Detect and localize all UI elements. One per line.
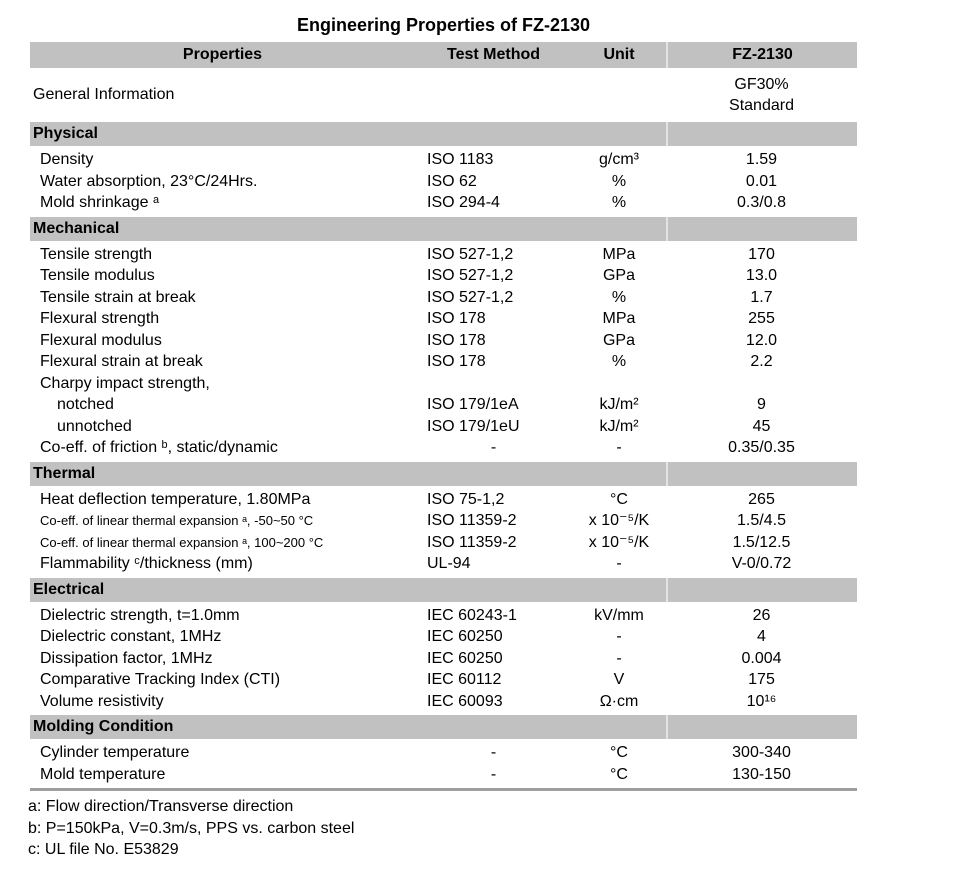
cell-property: Co-eff. of linear thermal expansion ᵃ, -50~50 °C [40,513,314,528]
section-header-bar [30,462,857,486]
section-rows [30,241,857,462]
table-header-row [30,42,857,68]
cell-value: 175 [748,671,775,688]
general-info-label: General Information [33,86,175,103]
section-title: Physical [33,125,98,142]
cell-test-method: - [490,439,497,456]
table-row [30,764,857,786]
table-row [30,437,857,459]
cell-test-method: IEC 60093 [427,692,503,710]
table-row [30,416,857,438]
cell-test-method: ISO 527-1,2 [427,245,514,263]
cell-property: Dielectric constant, 1MHz [40,628,222,645]
cell-unit: - [616,439,622,456]
section-title: Thermal [33,464,96,482]
table-row [30,691,857,713]
table-row [30,553,857,575]
cell-test-method: IEC 60243-1 [427,606,517,624]
section-title: Molding Condition [33,718,174,735]
cell-property: Flexural modulus [40,331,162,349]
table-sections [30,122,857,788]
cell-property: notched [57,396,114,413]
page-title: Engineering Properties of FZ-2130 [296,15,591,35]
cell-test-method: UL-94 [427,555,471,572]
header-test-method: Test Method [446,46,541,63]
cell-unit: °C [610,765,628,783]
cell-value: 2.2 [750,353,773,370]
header-grade: FZ-2130 [666,42,857,68]
grade-line-1: GF30% [734,76,789,93]
footnote-b: b: P=150kPa, V=0.3m/s, PPS vs. carbon steel [28,819,355,837]
header-properties: Properties [182,46,263,63]
cell-unit: x 10⁻⁵/K [588,533,650,551]
cell-property: Comparative Tracking Index (CTI) [40,671,281,688]
table-bottom-rule [30,788,857,791]
cell-test-method: ISO 1183 [427,151,494,168]
cell-value: 45 [752,417,771,435]
cell-test-method: ISO 178 [427,331,486,349]
header-unit: Unit [603,46,635,63]
cell-value: 0.3/0.8 [737,194,786,211]
cell-value [666,373,857,395]
cell-unit: Ω·cm [599,692,639,710]
cell-property: Water absorption, 23°C/24Hrs. [40,172,258,190]
cell-property: Flexural strength [40,310,160,327]
table-row [30,605,857,627]
table-row [30,287,857,309]
cell-value: 0.01 [745,172,778,190]
cell-test-method: - [490,744,497,761]
cell-property: Tensile strength [40,245,153,263]
cell-test-method: ISO 179/1eA [427,396,519,413]
table-row [30,171,857,193]
cell-unit: kJ/m² [599,396,639,413]
table-row [30,149,857,171]
table-row [30,308,857,330]
section-header-bar [30,122,857,146]
table-row [30,394,857,416]
table-row [30,510,857,532]
table-row [30,330,857,352]
cell-value: 1.7 [750,288,773,306]
cell-unit: % [611,288,627,306]
section-bar-tail [666,715,857,739]
section-rows [30,146,857,217]
cell-test-method: ISO 178 [427,353,486,370]
cell-value: 1.5/4.5 [737,512,786,529]
cell-value: 170 [748,245,775,263]
cell-property: Charpy impact strength, [40,374,210,392]
cell-value: 265 [748,490,775,508]
cell-test-method: ISO 179/1eU [427,417,520,435]
section-rows [30,602,857,716]
cell-test-method: ISO 527-1,2 [427,288,514,306]
table-row [30,351,857,373]
general-info-row [30,68,857,122]
cell-property: Dielectric strength, t=1.0mm [40,606,240,624]
table-row [30,192,857,214]
cell-property: Mold shrinkage ᵃ [40,194,159,211]
cell-unit: % [611,353,627,370]
cell-unit: kV/mm [594,606,644,624]
cell-value: 0.35/0.35 [728,439,795,456]
section-bar-tail [666,122,857,146]
cell-property: Co-eff. of friction ᵇ, static/dynamic [40,439,278,456]
cell-test-method: ISO 178 [427,310,486,327]
cell-property: unnotched [57,417,132,435]
table-row [30,373,857,395]
table-row [30,742,857,764]
general-info-grade [666,74,857,116]
cell-unit: - [616,555,622,572]
cell-property: Tensile modulus [40,267,155,284]
cell-value: 1.5/12.5 [732,533,791,551]
cell-property: Cylinder temperature [40,744,190,761]
cell-value: 255 [748,310,775,327]
cell-value: 0.004 [741,649,782,667]
section-rows [30,486,857,578]
cell-unit: - [616,628,622,645]
cell-property: Tensile strain at break [40,288,196,306]
cell-value: 9 [757,396,766,413]
footnotes [28,796,959,861]
cell-unit [572,373,666,395]
section-header-bar [30,578,857,602]
section-bar-tail [666,578,857,602]
cell-unit: MPa [602,310,636,327]
cell-value: 13.0 [745,267,778,284]
cell-property: Density [40,151,94,168]
table-row [30,648,857,670]
cell-value: 26 [752,606,771,624]
table-row [30,265,857,287]
cell-value: 1.59 [745,151,778,168]
cell-unit: % [611,172,627,190]
cell-property: Co-eff. of linear thermal expansion ᵃ, 100~200 °C [40,534,324,550]
cell-test-method: ISO 62 [427,172,477,190]
cell-property: Dissipation factor, 1MHz [40,649,213,667]
footnote-a: a: Flow direction/Transverse direction [28,798,294,815]
cell-property: Flexural strain at break [40,353,203,370]
section-bar-tail [666,217,857,241]
section-bar-tail [666,462,857,486]
cell-value: 4 [757,628,766,645]
section-rows [30,739,857,788]
cell-test-method: - [490,765,497,783]
cell-test-method: IEC 60250 [427,649,503,667]
table-row [30,244,857,266]
cell-unit: % [611,194,627,211]
cell-unit: GPa [602,267,635,284]
cell-test-method: ISO 11359-2 [427,512,517,529]
table-row [30,626,857,648]
section-title: Mechanical [33,219,120,237]
cell-unit: MPa [602,245,636,263]
cell-test-method: IEC 60250 [427,628,503,645]
cell-property: Mold temperature [40,765,166,783]
cell-test-method: ISO 527-1,2 [427,267,514,284]
cell-unit: °C [610,744,628,761]
properties-table [30,42,857,788]
section-header-bar [30,217,857,241]
table-row [30,532,857,554]
grade-line-2: Standard [729,97,794,114]
cell-test-method: ISO 294-4 [427,194,500,211]
section-header-bar [30,715,857,739]
cell-unit: x 10⁻⁵/K [588,512,650,529]
cell-unit: °C [610,490,628,508]
cell-value: 130-150 [732,765,791,783]
cell-value: 10¹⁶ [746,692,777,710]
cell-value: V-0/0.72 [731,555,792,572]
cell-test-method: ISO 75-1,2 [427,490,505,508]
cell-property: Flammability ᶜ/thickness (mm) [40,555,253,572]
cell-property: Heat deflection temperature, 1.80MPa [40,490,311,508]
section-title: Electrical [33,580,105,598]
footnote-c: c: UL file No. E53829 [28,841,179,858]
cell-value: 300-340 [732,744,791,761]
table-row [30,489,857,511]
cell-unit: kJ/m² [599,417,639,435]
table-row [30,669,857,691]
cell-unit: g/cm³ [599,151,639,168]
cell-unit: V [613,671,625,688]
cell-test-method: IEC 60112 [427,671,502,688]
cell-property: Volume resistivity [40,692,164,710]
cell-unit: - [616,649,622,667]
cell-value: 12.0 [745,331,778,349]
cell-unit: GPa [602,331,635,349]
cell-test-method: ISO 11359-2 [427,533,517,551]
cell-test-method [415,373,572,395]
